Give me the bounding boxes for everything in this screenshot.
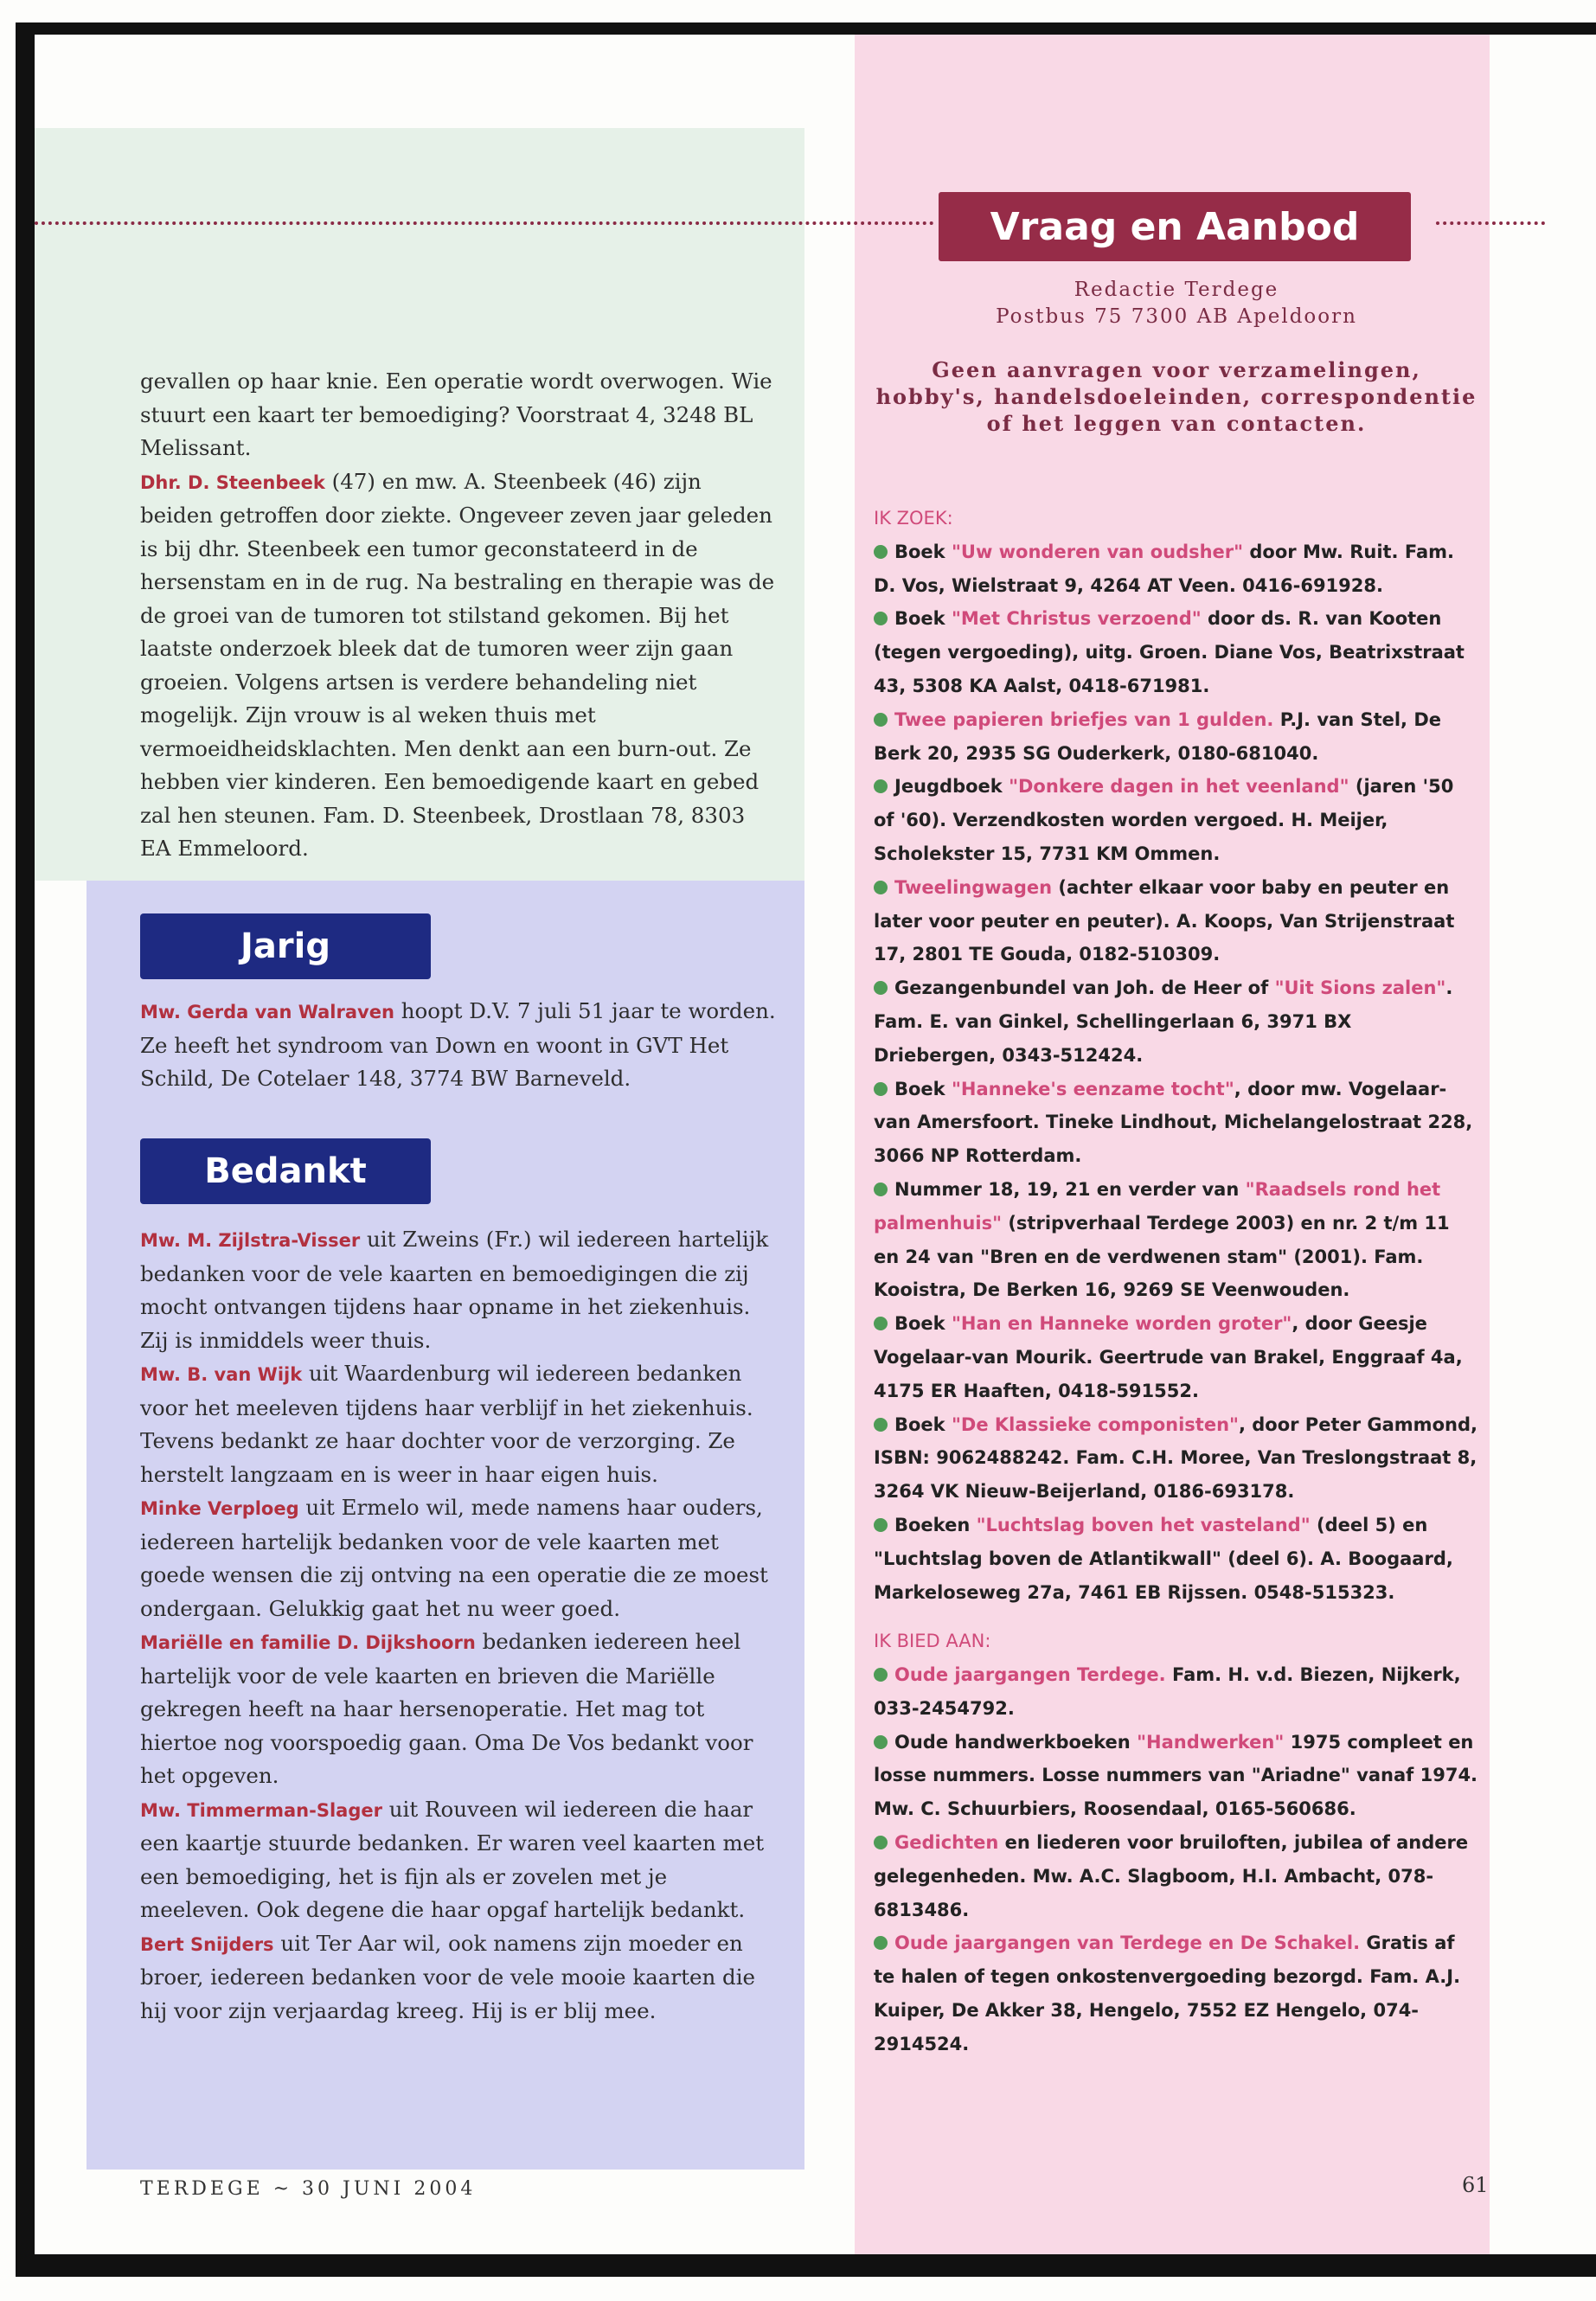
section-banner: Vraag en Aanbod (939, 192, 1411, 261)
item-title: "Met Christus verzoend" (951, 608, 1202, 630)
bedankt-entry (140, 1357, 780, 1491)
page-border-top (16, 22, 1596, 35)
item-rest: (stripverhaal Terdege 2003) en nr. 2 t/m 11 en 24 van "Bren en de verdwenen stam" (2001). Fam. Kooistra, De Berken 16, 9269 SE Veenwouden. (874, 1212, 1450, 1301)
bied-item (874, 1658, 1479, 1726)
disclaimer: Geen aanvragen voor verzamelingen, hobby's, handelsdoeleinden, correspondentie of het leggen van contacten. (875, 357, 1477, 436)
address-line: Postbus 75 7300 AB Apeldoorn (996, 305, 1357, 328)
entry-name: Mw. B. van Wijk (140, 1364, 303, 1385)
entry-text: hoopt D.V. 7 juli 51 jaar te worden. Ze heeft het syndroom van Down en woont in GVT Het Schild, De Cotelaer 148, 3774 BW Barneveld. (140, 998, 776, 1091)
item-rest: en liederen voor bruiloften, jubilea of andere gelegenheden. Mw. A.C. Slagboom, H.I. Ambacht, 078-6813486. (874, 1832, 1469, 1920)
item-title: "Luchtslag boven het vasteland" (976, 1514, 1311, 1535)
item-rest: 1975 compleet en losse nummers. Losse nummers van "Ariadne" vanaf 1974. Mw. C. Schuurbiers, Roosendaal, 0165-560686. (874, 1731, 1478, 1820)
bullet-icon (874, 1936, 888, 1950)
item-rest: Fam. H. v.d. Biezen, Nijkerk, 033-2454792. (874, 1664, 1461, 1719)
page-border-left (16, 22, 35, 2272)
item-rest: , door Peter Gammond, ISBN: 9062488242. Fam. C.H. Moree, Van Treslongstraat 8, 3264 VK Nieuw-Beijerland, 0186-693178. (874, 1413, 1477, 1503)
dotted-rule-right (1436, 221, 1545, 225)
bullet-icon (874, 1317, 888, 1330)
intro-text: gevallen op haar knie. Een operatie wordt overwogen. Wie stuurt een kaart ter bemoediging? Voorstraat 4, 3248 BL Melissant. (140, 369, 772, 460)
entry-name: Bert Snijders (140, 1933, 274, 1955)
item-title: "Uw wonderen van oudsher" (951, 541, 1244, 562)
bullet-icon (874, 1836, 888, 1849)
bied-item (874, 1926, 1479, 2061)
bullet-icon (874, 713, 888, 727)
entry-name: Mariëlle en familie D. Dijkshoorn (140, 1632, 476, 1653)
bullet-icon (874, 981, 888, 995)
item-lead: Boek (894, 541, 952, 562)
footer-publication: TERDEGE ~ 30 JUNI 2004 (140, 2178, 477, 2200)
zoek-item (874, 1073, 1479, 1173)
page-border-bottom (16, 2254, 1596, 2277)
entry-text: uit Ermelo wil, mede namens haar ouders, iedereen hartelijk bedanken voor de vele kaarten met goede wensen die zij ontving na een operatie die ze moest ondergaan. Gelukkig gaat het nu weer goed. (140, 1495, 768, 1621)
bedankt-heading: Bedankt (140, 1138, 431, 1204)
bullet-icon (874, 1418, 888, 1432)
entry-text: uit Ter Aar wil, ook namens zijn moeder en broer, iedereen bedanken voor de vele mooie kaarten die hij voor zijn verjaardag kreeg. Hij is er blij mee. (140, 1930, 756, 2023)
item-title: Oude jaargangen van Terdege en De Schakel. (894, 1932, 1361, 1954)
left-intro-block (140, 365, 780, 866)
item-lead: Boek (894, 1078, 952, 1099)
bullet-icon (874, 779, 888, 793)
zoek-item (874, 602, 1479, 702)
zoek-item (874, 971, 1479, 1072)
bullet-icon (874, 612, 888, 625)
item-lead: Oude handwerkboeken (894, 1731, 1138, 1753)
item-rest: door ds. R. van Kooten (tegen vergoeding), uitg. Groen. Diane Vos, Beatrixstraat 43, 5308 KA Aalst, 0418-671981. (874, 608, 1465, 696)
editor-address (882, 277, 1471, 330)
item-title: "Uit Sions zalen" (1274, 977, 1446, 999)
entry-name: Mw. Gerda van Walraven (140, 1002, 394, 1022)
bullet-icon (874, 545, 888, 559)
page-number: 61 (1462, 2173, 1489, 2197)
item-title: Twee papieren briefjes van 1 gulden. (894, 708, 1274, 730)
editor-line: Redactie Terdege (1074, 279, 1279, 301)
zoek-heading: IK ZOEK: (874, 508, 953, 529)
item-title: "Handwerken" (1137, 1731, 1285, 1753)
item-title: "Donkere dagen in het veenland" (1009, 776, 1349, 798)
item-rest: , door Geesje Vogelaar-van Mourik. Geertrude van Brakel, Enggraaf 4a, 4175 ER Haaften, 0418-591552. (874, 1313, 1463, 1401)
bullet-icon (874, 881, 888, 894)
item-rest: (achter elkaar voor baby en peuter en later voor peuter en peuter). A. Koops, Van Strijenstraat 17, 2801 TE Gouda, 0182-510309. (874, 876, 1455, 965)
item-title: "Hanneke's eenzame tocht" (951, 1078, 1234, 1099)
bullet-icon (874, 1518, 888, 1532)
item-rest: P.J. van Stel, De Berk 20, 2935 SG Ouderkerk, 0180-681040. (874, 708, 1442, 764)
zoek-item (874, 1509, 1479, 1609)
item-rest: . Fam. E. van Ginkel, Schellingerlaan 6, 3971 BX Driebergen, 0343-512424. (874, 977, 1453, 1066)
item-lead: Gezangenbundel van Joh. de Heer of (894, 977, 1275, 999)
item-lead: Boeken (894, 1514, 977, 1535)
item-rest: (deel 5) en "Luchtslag boven de Atlantikwall" (deel 6). A. Boogaard, Markeloseweg 27a, 7461 EB Rijssen. 0548-515323. (874, 1514, 1453, 1603)
bedankt-entry (140, 1927, 780, 2029)
item-lead: Jeugdboek (894, 776, 1010, 798)
jarig-block (140, 995, 780, 1096)
bedankt-entry (140, 1491, 780, 1625)
bullet-icon (874, 1735, 888, 1749)
item-title: Gedichten (894, 1832, 999, 1854)
zoek-item (874, 703, 1479, 771)
entry-name: Mw. M. Zijlstra-Visser (140, 1230, 361, 1251)
bullet-icon (874, 1183, 888, 1196)
entry-name: Dhr. D. Steenbeek (140, 471, 325, 493)
entry-name: Minke Verploeg (140, 1498, 299, 1519)
item-title: Oude jaargangen Terdege. (894, 1664, 1166, 1686)
entry-text: uit Waardenburg wil iedereen bedanken voor het meeleven tijdens haar verblijf in het ziekenhuis. Tevens bedankt ze haar dochter voor de verzorging. Ze herstelt langzaam en is weer in haar eigen huis. (140, 1361, 753, 1487)
dotted-rule-left (35, 221, 934, 225)
zoek-item (874, 770, 1479, 870)
item-title: "De Klassieke componisten" (951, 1413, 1239, 1435)
zoek-item (874, 535, 1479, 603)
entry-name: Mw. Timmerman-Slager (140, 1799, 382, 1821)
item-title: Tweelingwagen (894, 876, 1053, 898)
entry-text: bedanken iedereen heel hartelijk voor de vele kaarten en brieven die Mariëlle gekregen heeft na haar hersenoperatie. Het mag tot hiertoe nog voorspoedig gaan. Oma De Vos bedankt voor het opgeven. (140, 1629, 753, 1788)
item-rest: , door mw. Vogelaar-van Amersfoort. Tineke Lindhout, Michelangelostraat 228, 3066 NP Rotterdam. (874, 1078, 1473, 1167)
jarig-heading: Jarig (140, 913, 431, 979)
bullet-icon (874, 1668, 888, 1682)
bedankt-entry (140, 1223, 780, 1357)
bied-item (874, 1726, 1479, 1826)
entry-text: uit Rouveen wil iedereen die haar een kaartje stuurde bedanken. Er waren veel kaarten met een bemoediging, het is fijn als er zovelen met je meeleven. Ook degene die haar opgaf hartelijk bedankt. (140, 1796, 765, 1922)
item-lead: Nummer 18, 19, 21 en verder van (894, 1178, 1246, 1200)
entry-text: uit Zweins (Fr.) wil iedereen hartelijk bedanken voor de vele kaarten en bemoedigingen die zij mocht ontvangen tijdens haar opname in het ziekenhuis. Zij is inmiddels weer thuis. (140, 1227, 769, 1353)
item-rest: Gratis af te halen of tegen onkostenvergoeding bezorgd. Fam. A.J. Kuiper, De Akker 38, Hengelo, 7552 EZ Hengelo, 074-2914524. (874, 1932, 1461, 2054)
item-lead: Boek (894, 608, 952, 630)
bullet-icon (874, 1082, 888, 1096)
item-lead: Boek (894, 1313, 952, 1335)
bedankt-entry (140, 1793, 780, 1927)
item-lead: Boek (894, 1413, 952, 1435)
bied-heading: IK BIED AAN: (874, 1631, 991, 1652)
zoek-item (874, 871, 1479, 971)
zoek-item (874, 1307, 1479, 1407)
item-title: "Han en Hanneke worden groter" (951, 1313, 1292, 1335)
item-rest: door Mw. Ruit. Fam. D. Vos, Wielstraat 9, 4264 AT Veen. 0416-691928. (874, 541, 1454, 596)
zoek-item (874, 1173, 1479, 1307)
item-title: "Raadsels rond het palmenhuis" (874, 1178, 1441, 1234)
bied-item (874, 1826, 1479, 1926)
bedankt-block (140, 1223, 780, 2028)
zoek-item (874, 1408, 1479, 1509)
item-rest: (jaren '50 of '60). Verzendkosten worden vergoed. H. Meijer, Scholekster 15, 7731 KM Ommen. (874, 776, 1454, 864)
bedankt-entry (140, 1625, 780, 1793)
listings (874, 502, 1479, 2061)
entry-text: (47) en mw. A. Steenbeek (46) zijn beiden getroffen door ziekte. Ongeveer zeven jaar geleden is bij dhr. Steenbeek een tumor geconstateerd in de hersenstam en in de rug. Na bestraling en therapie was de de groei van de tumoren tot stilstand gekomen. Bij het laatste onderzoek bleek dat de tumoren weer zijn gaan groeien. Volgens artsen is verdere behandeling niet mogelijk. Zijn vrouw is al weken thuis met vermoeidheidsklachten. Men denkt aan een burn-out. Ze hebben vier kinderen. Een bemoedigende kaart en gebed zal hen steunen. Fam. D. Steenbeek, Drostlaan 78, 8303 EA Emmeloord. (140, 468, 775, 861)
